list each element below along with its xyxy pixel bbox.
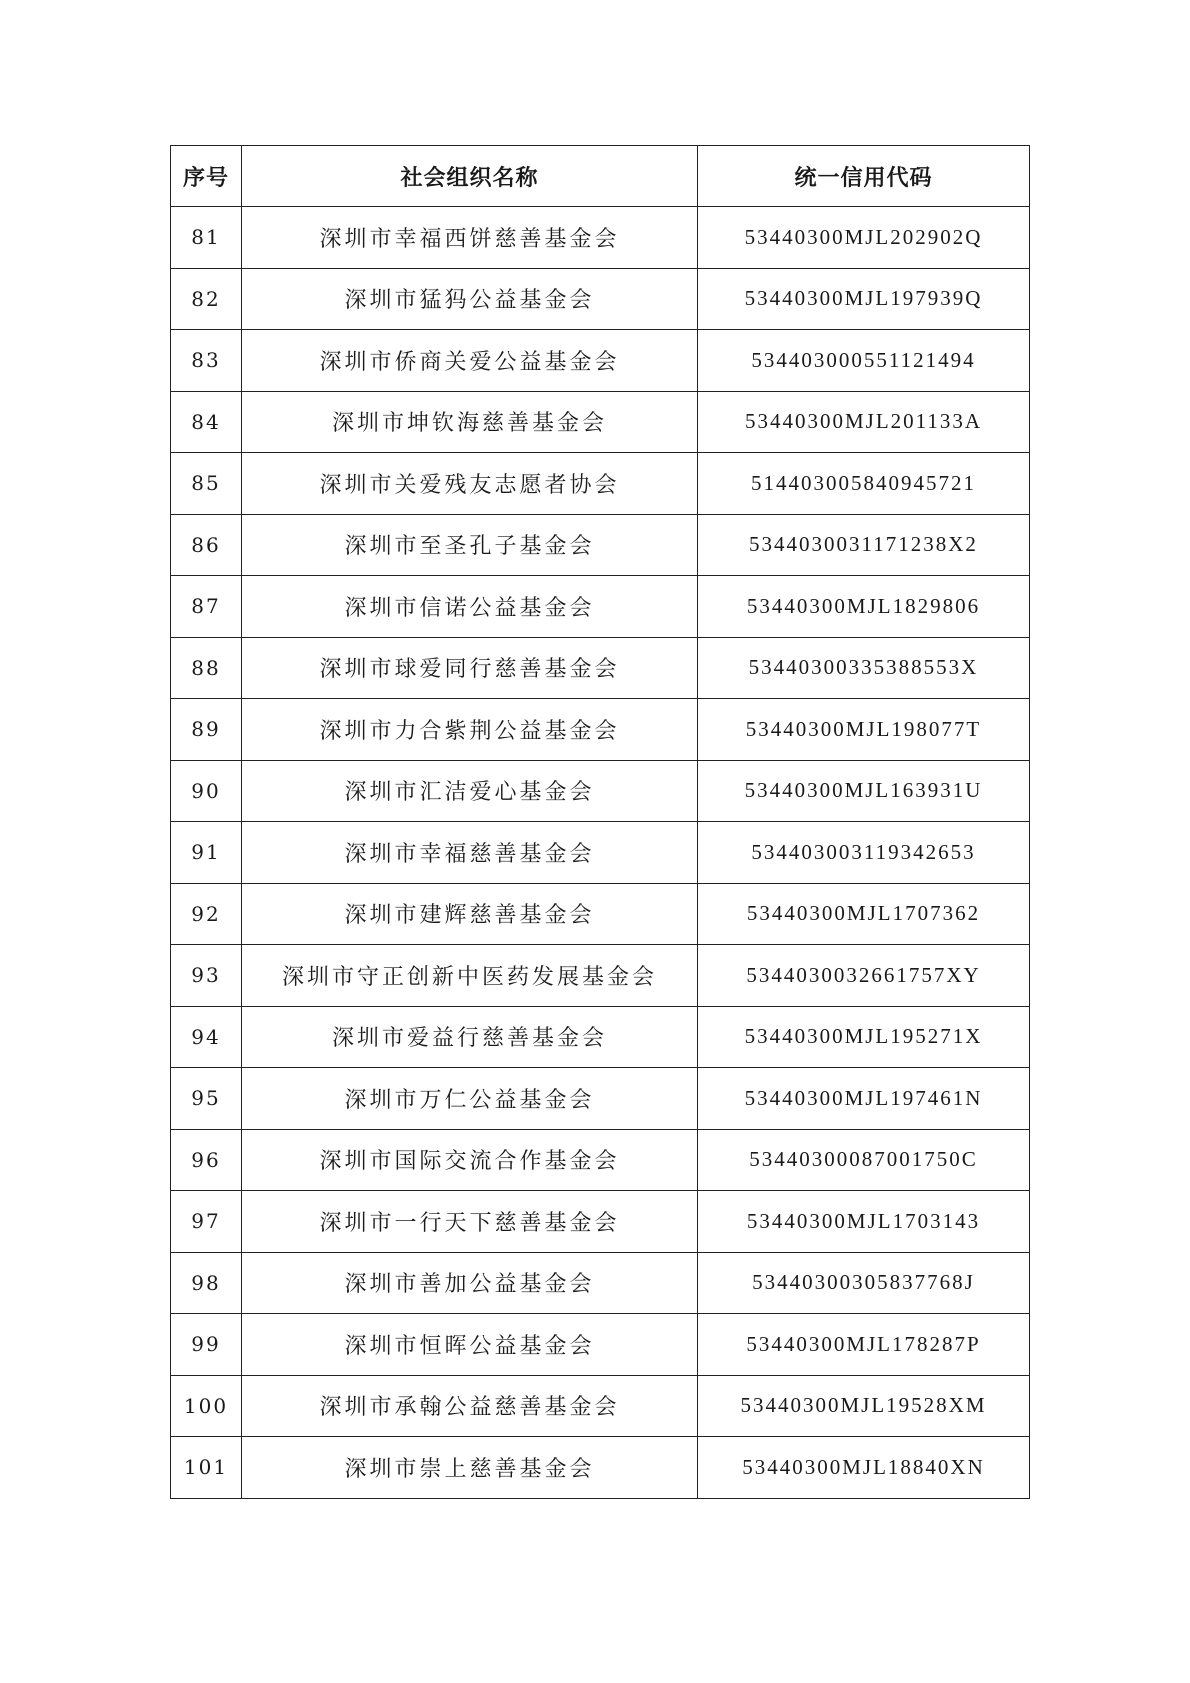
table-row: [171, 1252, 1030, 1314]
row-credit-code-cell: 534403000551121494: [698, 330, 1030, 392]
table-row: [171, 760, 1030, 822]
row-org-name-cell: 深圳市崇上慈善基金会: [242, 1437, 698, 1499]
row-org-name-cell: 深圳市关爱残友志愿者协会: [242, 453, 698, 515]
row-org-name-cell: 深圳市承翰公益慈善基金会: [242, 1375, 698, 1437]
table-row: [171, 268, 1030, 330]
row-seq-cell: 95: [171, 1068, 242, 1130]
row-org-name-cell: 深圳市国际交流合作基金会: [242, 1129, 698, 1191]
row-seq-cell: 93: [171, 945, 242, 1007]
table-row: [171, 207, 1030, 269]
table-row: [171, 576, 1030, 638]
row-credit-code-cell: 53440300MJL1829806: [698, 576, 1030, 638]
organization-table: [170, 145, 1030, 1499]
row-credit-code-cell: 53440300MJL178287P: [698, 1314, 1030, 1376]
table-row: [171, 330, 1030, 392]
row-seq-cell: 96: [171, 1129, 242, 1191]
row-org-name-cell: 深圳市幸福西饼慈善基金会: [242, 207, 698, 269]
row-credit-code-cell: 53440300MJL197939Q: [698, 268, 1030, 330]
table-row: [171, 1314, 1030, 1376]
table-row: [171, 637, 1030, 699]
row-credit-code-cell: 53440300335388553X: [698, 637, 1030, 699]
row-credit-code-cell: 53440300MJL201133A: [698, 391, 1030, 453]
row-seq-cell: 85: [171, 453, 242, 515]
row-org-name-cell: 深圳市幸福慈善基金会: [242, 822, 698, 884]
row-credit-code-cell: 53440300MJL198077T: [698, 699, 1030, 761]
row-seq-cell: 98: [171, 1252, 242, 1314]
row-org-name-cell: 深圳市恒晖公益基金会: [242, 1314, 698, 1376]
table-row: [171, 514, 1030, 576]
row-org-name-cell: 深圳市信诺公益基金会: [242, 576, 698, 638]
row-seq-cell: 92: [171, 883, 242, 945]
row-seq-cell: 90: [171, 760, 242, 822]
row-credit-code-cell: 53440300305837768J: [698, 1252, 1030, 1314]
row-credit-code-cell: 53440300MJL19528XM: [698, 1375, 1030, 1437]
header-seq: 序号: [171, 146, 242, 207]
row-org-name-cell: 深圳市猛犸公益基金会: [242, 268, 698, 330]
table-row: [171, 699, 1030, 761]
row-org-name-cell: 深圳市善加公益基金会: [242, 1252, 698, 1314]
row-seq-cell: 86: [171, 514, 242, 576]
table-body: [171, 207, 1030, 1499]
table-row: [171, 1068, 1030, 1130]
table-row: [171, 883, 1030, 945]
table-row: [171, 391, 1030, 453]
row-credit-code-cell: 514403005840945721: [698, 453, 1030, 515]
row-org-name-cell: 深圳市建辉慈善基金会: [242, 883, 698, 945]
row-credit-code-cell: 53440300MJL1707362: [698, 883, 1030, 945]
table-row: [171, 1375, 1030, 1437]
row-org-name-cell: 深圳市汇洁爱心基金会: [242, 760, 698, 822]
row-credit-code-cell: 534403003119342653: [698, 822, 1030, 884]
row-seq-cell: 101: [171, 1437, 242, 1499]
table-row: [171, 1437, 1030, 1499]
row-org-name-cell: 深圳市万仁公益基金会: [242, 1068, 698, 1130]
row-credit-code-cell: 53440300087001750C: [698, 1129, 1030, 1191]
row-seq-cell: 87: [171, 576, 242, 638]
header-org-name: 社会组织名称: [242, 146, 698, 207]
row-seq-cell: 97: [171, 1191, 242, 1253]
row-seq-cell: 99: [171, 1314, 242, 1376]
row-seq-cell: 94: [171, 1006, 242, 1068]
row-credit-code-cell: 53440300MJL195271X: [698, 1006, 1030, 1068]
row-credit-code-cell: 5344030032661757XY: [698, 945, 1030, 1007]
row-credit-code-cell: 53440300MJL163931U: [698, 760, 1030, 822]
row-credit-code-cell: 5344030031171238X2: [698, 514, 1030, 576]
row-seq-cell: 83: [171, 330, 242, 392]
table-row: [171, 453, 1030, 515]
row-org-name-cell: 深圳市一行天下慈善基金会: [242, 1191, 698, 1253]
table-header-row: [171, 146, 1030, 207]
row-org-name-cell: 深圳市侨商关爱公益基金会: [242, 330, 698, 392]
row-org-name-cell: 深圳市球爱同行慈善基金会: [242, 637, 698, 699]
table-row: [171, 1129, 1030, 1191]
row-org-name-cell: 深圳市守正创新中医药发展基金会: [242, 945, 698, 1007]
row-credit-code-cell: 53440300MJL18840XN: [698, 1437, 1030, 1499]
row-org-name-cell: 深圳市爱益行慈善基金会: [242, 1006, 698, 1068]
table-row: [171, 1191, 1030, 1253]
row-org-name-cell: 深圳市坤钦海慈善基金会: [242, 391, 698, 453]
row-seq-cell: 82: [171, 268, 242, 330]
row-credit-code-cell: 53440300MJL197461N: [698, 1068, 1030, 1130]
row-seq-cell: 88: [171, 637, 242, 699]
row-seq-cell: 81: [171, 207, 242, 269]
header-credit-code: 统一信用代码: [698, 146, 1030, 207]
row-org-name-cell: 深圳市力合紫荆公益基金会: [242, 699, 698, 761]
row-seq-cell: 89: [171, 699, 242, 761]
table-row: [171, 1006, 1030, 1068]
table-row: [171, 822, 1030, 884]
row-credit-code-cell: 53440300MJL202902Q: [698, 207, 1030, 269]
row-seq-cell: 91: [171, 822, 242, 884]
row-credit-code-cell: 53440300MJL1703143: [698, 1191, 1030, 1253]
row-org-name-cell: 深圳市至圣孔子基金会: [242, 514, 698, 576]
row-seq-cell: 100: [171, 1375, 242, 1437]
row-seq-cell: 84: [171, 391, 242, 453]
table-row: [171, 945, 1030, 1007]
